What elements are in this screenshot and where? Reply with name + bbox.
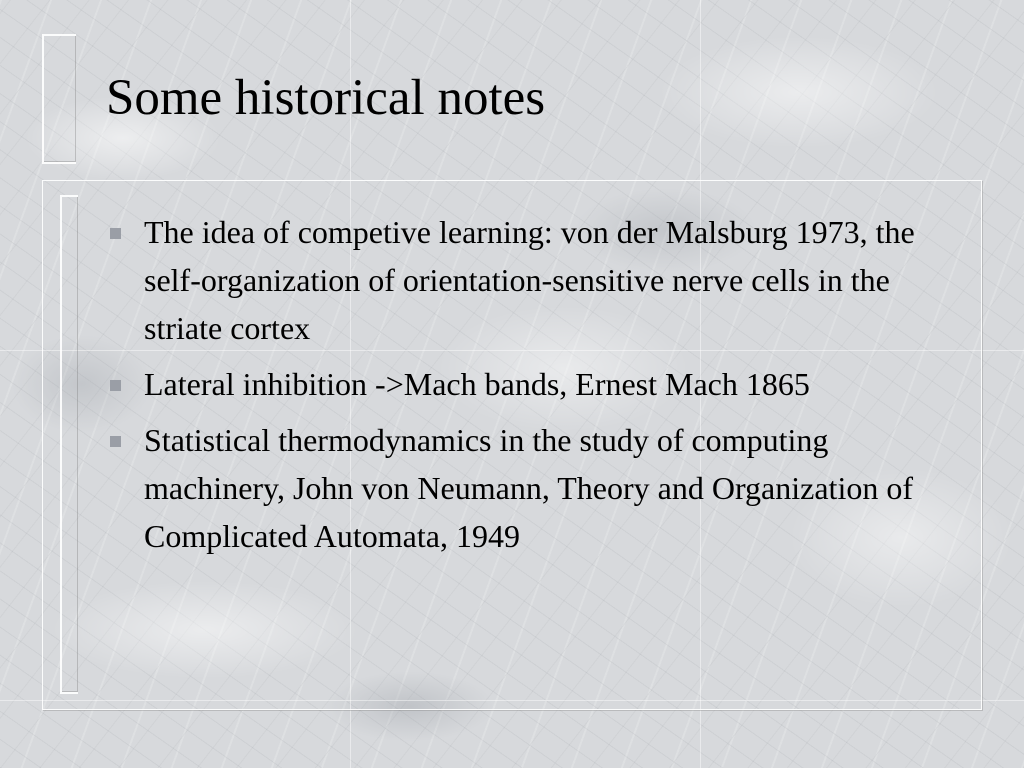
bullet-item bbox=[104, 208, 964, 352]
bullet-list bbox=[104, 208, 964, 568]
title-bracket-decoration bbox=[42, 34, 76, 164]
bullet-text: The idea of competive learning: von der Malsburg 1973, the self-organization of orientation-sensitive nerve cells in the striate cortex bbox=[144, 214, 915, 346]
bullet-text: Lateral inhibition ->Mach bands, Ernest Mach 1865 bbox=[144, 366, 810, 402]
square-bullet-icon bbox=[110, 380, 121, 391]
bullet-text: Statistical thermodynamics in the study of computing machinery, John von Neumann, Theory and Organization of Complicated Automata, 1949 bbox=[144, 422, 913, 554]
square-bullet-icon bbox=[110, 436, 121, 447]
bullet-item bbox=[104, 360, 964, 408]
bullet-item bbox=[104, 416, 964, 560]
slide-title: Some historical notes bbox=[106, 70, 546, 126]
square-bullet-icon bbox=[110, 228, 121, 239]
body-bracket-decoration bbox=[60, 195, 78, 694]
